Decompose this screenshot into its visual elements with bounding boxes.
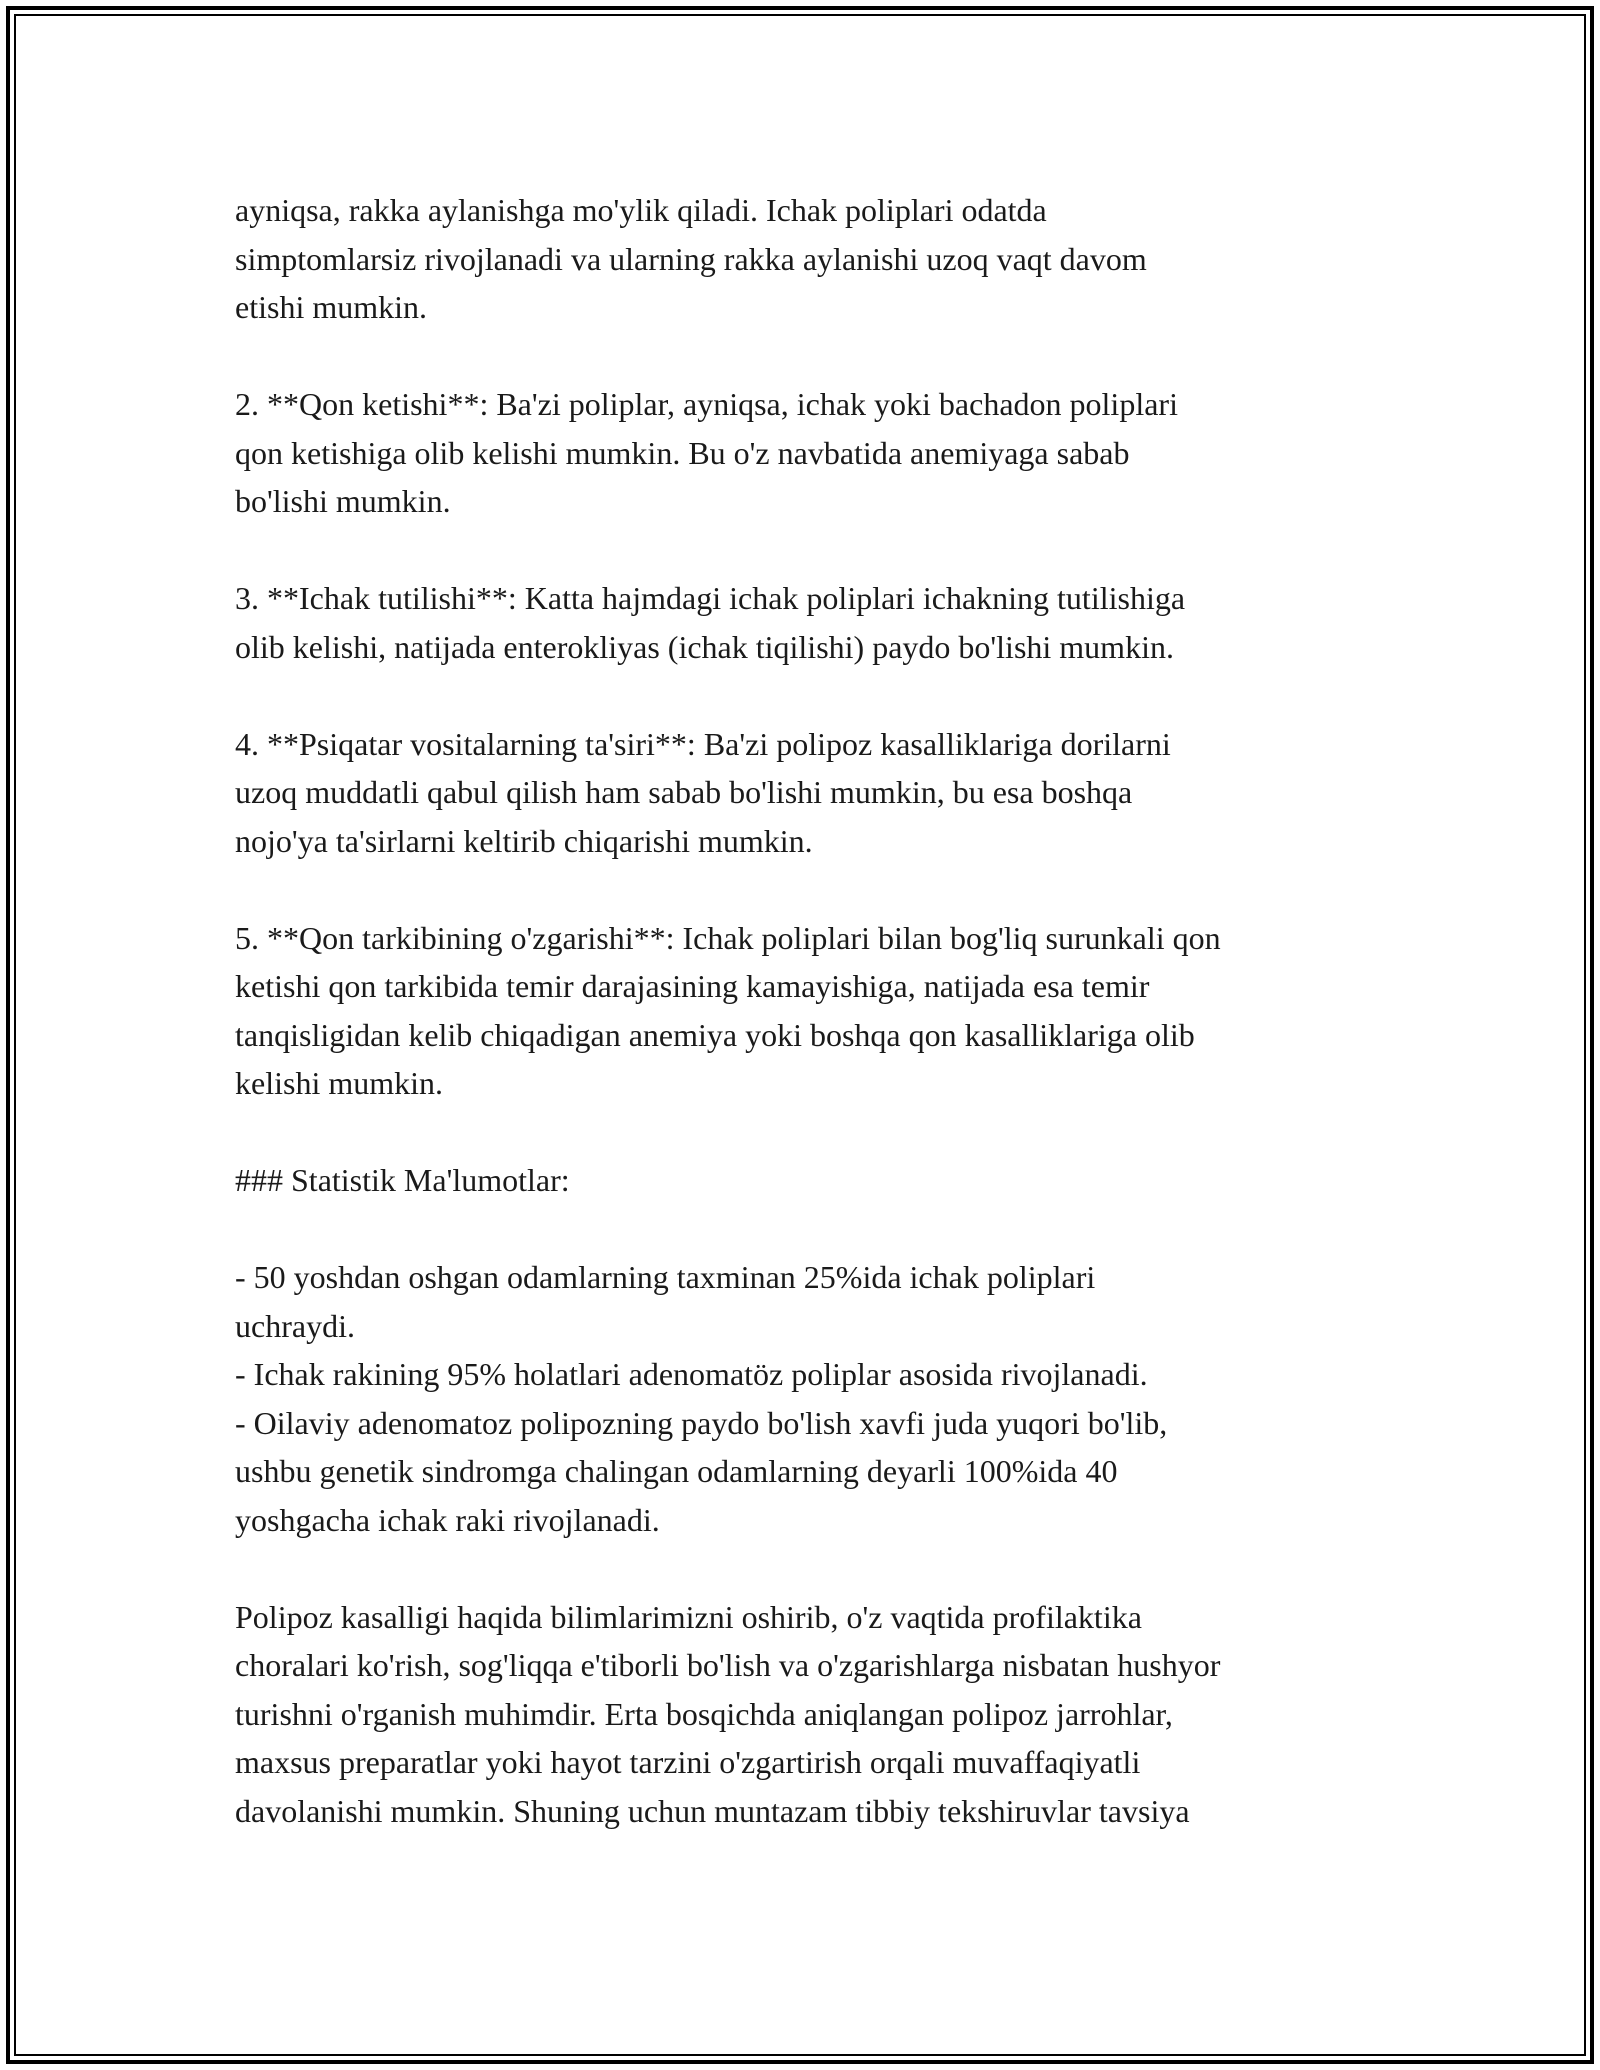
- list-item-5: [235, 914, 1395, 1108]
- list-item-3: [235, 574, 1395, 671]
- text-line: yoshgacha ichak raki rivojlanadi.: [235, 1501, 660, 1538]
- text-line: tanqisligidan kelib chiqadigan anemiya yoki boshqa qon kasalliklariga olib: [235, 1016, 1195, 1053]
- text-line: bo'lishi mumkin.: [235, 483, 451, 519]
- text-line: olib kelishi, natijada enterokliyas (ichak tiqilishi) paydo bo'lishi mumkin.: [235, 628, 1174, 665]
- section-heading-statistics: [235, 1156, 1395, 1205]
- paragraph-intro-continued: [235, 186, 1395, 332]
- document-body: [235, 186, 1395, 1835]
- text-line: ushbu genetik sindromga chalingan odamlarning deyarli 100%ida 40: [235, 1453, 1118, 1489]
- text-line: ketishi qon tarkibida temir darajasining kamayishiga, natijada esa temir: [235, 968, 1150, 1004]
- text-line: - Oilaviy adenomatoz polipozning paydo bo'lish xavfi juda yuqori bo'lib,: [235, 1404, 1168, 1441]
- text-line: qon ketishiga olib kelishi mumkin. Bu o'z navbatida anemiyaga sabab: [235, 434, 1130, 471]
- list-item-2: [235, 380, 1395, 526]
- text-line: uchraydi.: [235, 1307, 355, 1344]
- text-line: ayniqsa, rakka aylanishga mo'ylik qiladi. Ichak poliplari odatda: [235, 192, 1047, 228]
- text-line: uzoq muddatli qabul qilish ham sabab bo'lishi mumkin, bu esa boshqa: [235, 774, 1133, 810]
- text-line: - Ichak rakining 95% holatlari adenomatöz poliplar asosida rivojlanadi.: [235, 1356, 1148, 1392]
- list-item-4: [235, 720, 1395, 866]
- paragraph-conclusion: [235, 1593, 1395, 1836]
- text-line: Polipoz kasalligi haqida bilimlarimizni oshirib, o'z vaqtida profilaktika: [235, 1598, 1142, 1635]
- text-line: kelishi mumkin.: [235, 1065, 443, 1101]
- text-line: 3. **Ichak tutilishi**: Katta hajmdagi ichak poliplari ichakning tutilishiga: [235, 580, 1186, 616]
- heading-line: ### Statistik Ma'lumotlar:: [235, 1162, 570, 1198]
- text-line: - 50 yoshdan oshgan odamlarning taxminan 25%ida ichak poliplari: [235, 1259, 1096, 1295]
- text-line: 2. **Qon ketishi**: Ba'zi poliplar, ayniqsa, ichak yoki bachadon poliplari: [235, 386, 1178, 422]
- text-line: maxsus preparatlar yoki hayot tarzini o'zgartirish orqali muvaffaqiyatli: [235, 1744, 1141, 1780]
- text-line: simptomlarsiz rivojlanadi va ularning rakka aylanishi uzoq vaqt davom: [235, 240, 1147, 277]
- text-line: choralari ko'rish, sog'liqqa e'tiborli bo'lish va o'zgarishlarga nisbatan hushyor: [235, 1647, 1221, 1683]
- text-line: nojo'ya ta'sirlarni keltirib chiqarishi mumkin.: [235, 822, 813, 859]
- text-line: etishi mumkin.: [235, 289, 427, 325]
- text-line: 4. **Psiqatar vositalarning ta'siri**: Ba'zi polipoz kasalliklariga dorilarni: [235, 725, 1171, 762]
- text-line: turishni o'rganish muhimdir. Erta bosqichda aniqlangan polipoz jarrohlar,: [235, 1695, 1173, 1732]
- text-line: 5. **Qon tarkibining o'zgarishi**: Ichak poliplari bilan bog'liq surunkali qon: [235, 919, 1221, 956]
- statistics-bullet-list: [235, 1253, 1395, 1544]
- text-line: davolanishi mumkin. Shuning uchun muntazam tibbiy tekshiruvlar tavsiya: [235, 1792, 1190, 1829]
